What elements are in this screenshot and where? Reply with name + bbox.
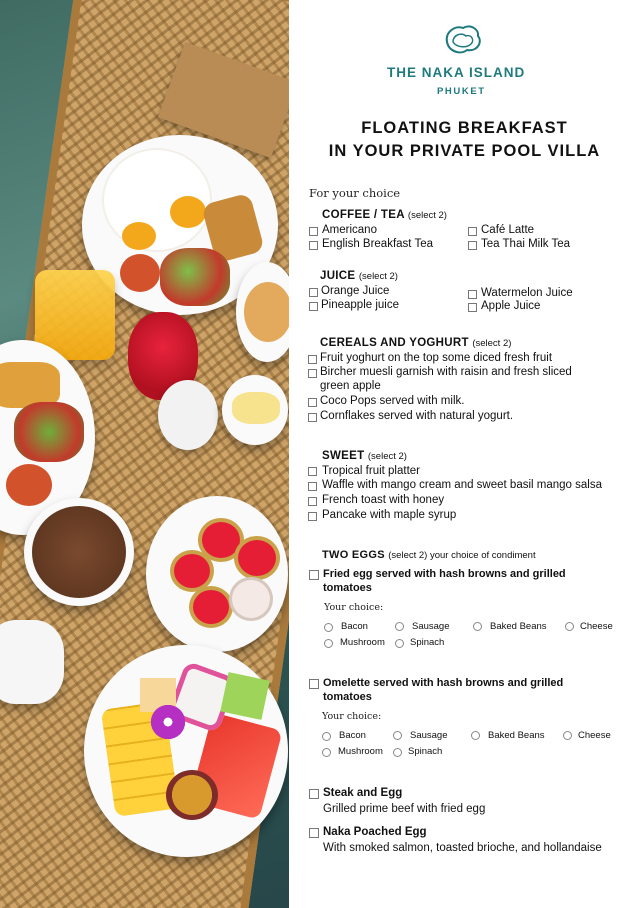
hotel-location: PHUKET (437, 86, 486, 97)
jam-plate (146, 496, 288, 652)
condiment-label: Baked Beans (490, 621, 547, 632)
condiment-radio[interactable] (324, 623, 333, 632)
condiment-label: Cheese (578, 730, 611, 741)
condiment-radio[interactable] (395, 622, 404, 631)
grilled-tomato (120, 254, 160, 292)
omelette-your-choice: Your choice: (322, 711, 382, 722)
condiment-label: Mushroom (340, 637, 385, 648)
cereal-checkbox[interactable] (308, 398, 317, 407)
omelette-title: Omelette served with hash browns and grilled (323, 677, 564, 689)
jam-jar (193, 590, 229, 624)
condiment-label: Spinach (410, 637, 445, 648)
egg-yolk (122, 222, 156, 250)
coffee-option: Americano (322, 224, 377, 236)
condiment-radio[interactable] (565, 622, 574, 631)
cereal-checkbox[interactable] (308, 355, 317, 364)
sweet-heading: SWEET (select 2) (322, 450, 407, 462)
coffee-heading: COFFEE / TEA (select 2) (322, 209, 447, 221)
condiment-radio[interactable] (393, 748, 402, 757)
jam-jar (202, 522, 240, 558)
poached-title: Naka Poached Egg (323, 826, 427, 838)
coffee-option: Café Latte (481, 224, 535, 236)
cereal-option-cont: green apple (320, 380, 381, 392)
cereal-option: Fruit yoghurt on the top some diced fresh fruit (320, 352, 553, 364)
condiment-label: Spinach (408, 746, 443, 757)
passion-fruit (166, 770, 218, 820)
sweet-option: Waffle with mango cream and sweet basil mango salsa (322, 479, 602, 491)
juice-option: Orange Juice (321, 285, 390, 297)
grilled-tomato (6, 464, 52, 506)
jam-jar (174, 554, 210, 588)
omelette-checkbox[interactable] (309, 679, 319, 689)
condiment-radio[interactable] (395, 639, 404, 648)
salad (14, 402, 84, 462)
condiment-label: Baked Beans (488, 730, 545, 741)
coco-pops (32, 506, 126, 598)
butter (232, 392, 280, 424)
sweet-option: Pancake with maple syrup (322, 509, 457, 521)
fried-egg-checkbox[interactable] (309, 570, 319, 580)
coffee-checkbox[interactable] (468, 227, 477, 236)
condiment-label: Sausage (410, 730, 448, 741)
coffee-option: Tea Thai Milk Tea (481, 238, 571, 250)
condiment-radio[interactable] (393, 731, 402, 740)
juice-checkbox[interactable] (309, 302, 318, 311)
breakfast-photo (0, 0, 289, 908)
cereal-option: Bircher muesli garnish with raisin and fresh sliced (320, 366, 572, 378)
vase (158, 380, 218, 450)
omelette-title-cont: tomatoes (323, 691, 372, 703)
condiment-radio[interactable] (324, 639, 333, 648)
juice-heading: JUICE (select 2) (320, 270, 398, 282)
sweet-option: Tropical fruit platter (322, 465, 420, 477)
juice-option: Pineapple juice (321, 299, 400, 311)
steak-checkbox[interactable] (309, 789, 319, 799)
sweet-checkbox[interactable] (308, 482, 317, 491)
poached-desc: With smoked salmon, toasted brioche, and hollandaise (323, 842, 602, 854)
fried-egg-title: Fried egg served with hash browns and grilled (323, 568, 566, 580)
coffee-checkbox[interactable] (309, 241, 318, 250)
fried-egg-title-cont: tomatoes (323, 582, 372, 594)
condiment-label: Bacon (339, 730, 366, 741)
cereal-checkbox[interactable] (308, 413, 317, 422)
steak-desc: Grilled prime beef with fried egg (323, 803, 486, 815)
naka-logo-icon (439, 22, 485, 58)
condiment-label: Mushroom (338, 746, 383, 757)
menu-title-line1: FLOATING BREAKFAST (361, 119, 568, 137)
jam-jar (238, 540, 276, 576)
condiment-radio[interactable] (322, 748, 331, 757)
honey-jar (232, 580, 270, 618)
condiment-label: Cheese (580, 621, 613, 632)
kiwi (220, 672, 269, 720)
poached-checkbox[interactable] (309, 828, 319, 838)
sweet-checkbox[interactable] (308, 512, 317, 521)
condiment-label: Bacon (341, 621, 368, 632)
condiment-radio[interactable] (322, 732, 331, 741)
coffee-checkbox[interactable] (468, 241, 477, 250)
juice-option: Apple Juice (481, 300, 541, 312)
sweet-checkbox[interactable] (308, 467, 317, 476)
condiment-radio[interactable] (563, 731, 572, 740)
cereal-option: Coco Pops served with milk. (320, 395, 465, 407)
cereal-checkbox[interactable] (308, 369, 317, 378)
steak-title: Steak and Egg (323, 787, 403, 799)
breakfast-menu (289, 0, 640, 908)
coffee-checkbox[interactable] (309, 227, 318, 236)
condiment-radio[interactable] (471, 731, 480, 740)
cereal-option: Cornflakes served with natural yogurt. (320, 410, 514, 422)
intro-text: For your choice (309, 186, 401, 200)
juice-checkbox[interactable] (309, 288, 318, 297)
cereals-heading: CEREALS AND YOGHURT (select 2) (320, 337, 512, 349)
fried-your-choice: Your choice: (324, 602, 384, 613)
sweet-checkbox[interactable] (308, 497, 317, 506)
granola (244, 282, 289, 342)
eggs-heading: TWO EGGS (select 2) your choice of condiment (322, 549, 536, 561)
orchid (148, 702, 188, 742)
sweet-option: French toast with honey (322, 494, 445, 506)
coffee-option: English Breakfast Tea (322, 238, 434, 250)
condiment-radio[interactable] (473, 622, 482, 631)
hotel-name: THE NAKA ISLAND (387, 65, 526, 80)
menu-title-line2: IN YOUR PRIVATE POOL VILLA (328, 142, 601, 160)
milk-jug (0, 620, 64, 704)
egg-yolk (170, 196, 206, 228)
juice-checkbox[interactable] (468, 290, 477, 299)
juice-checkbox[interactable] (468, 303, 477, 312)
juice-option: Watermelon Juice (481, 287, 573, 299)
condiment-label: Sausage (412, 621, 450, 632)
salad (160, 248, 230, 306)
